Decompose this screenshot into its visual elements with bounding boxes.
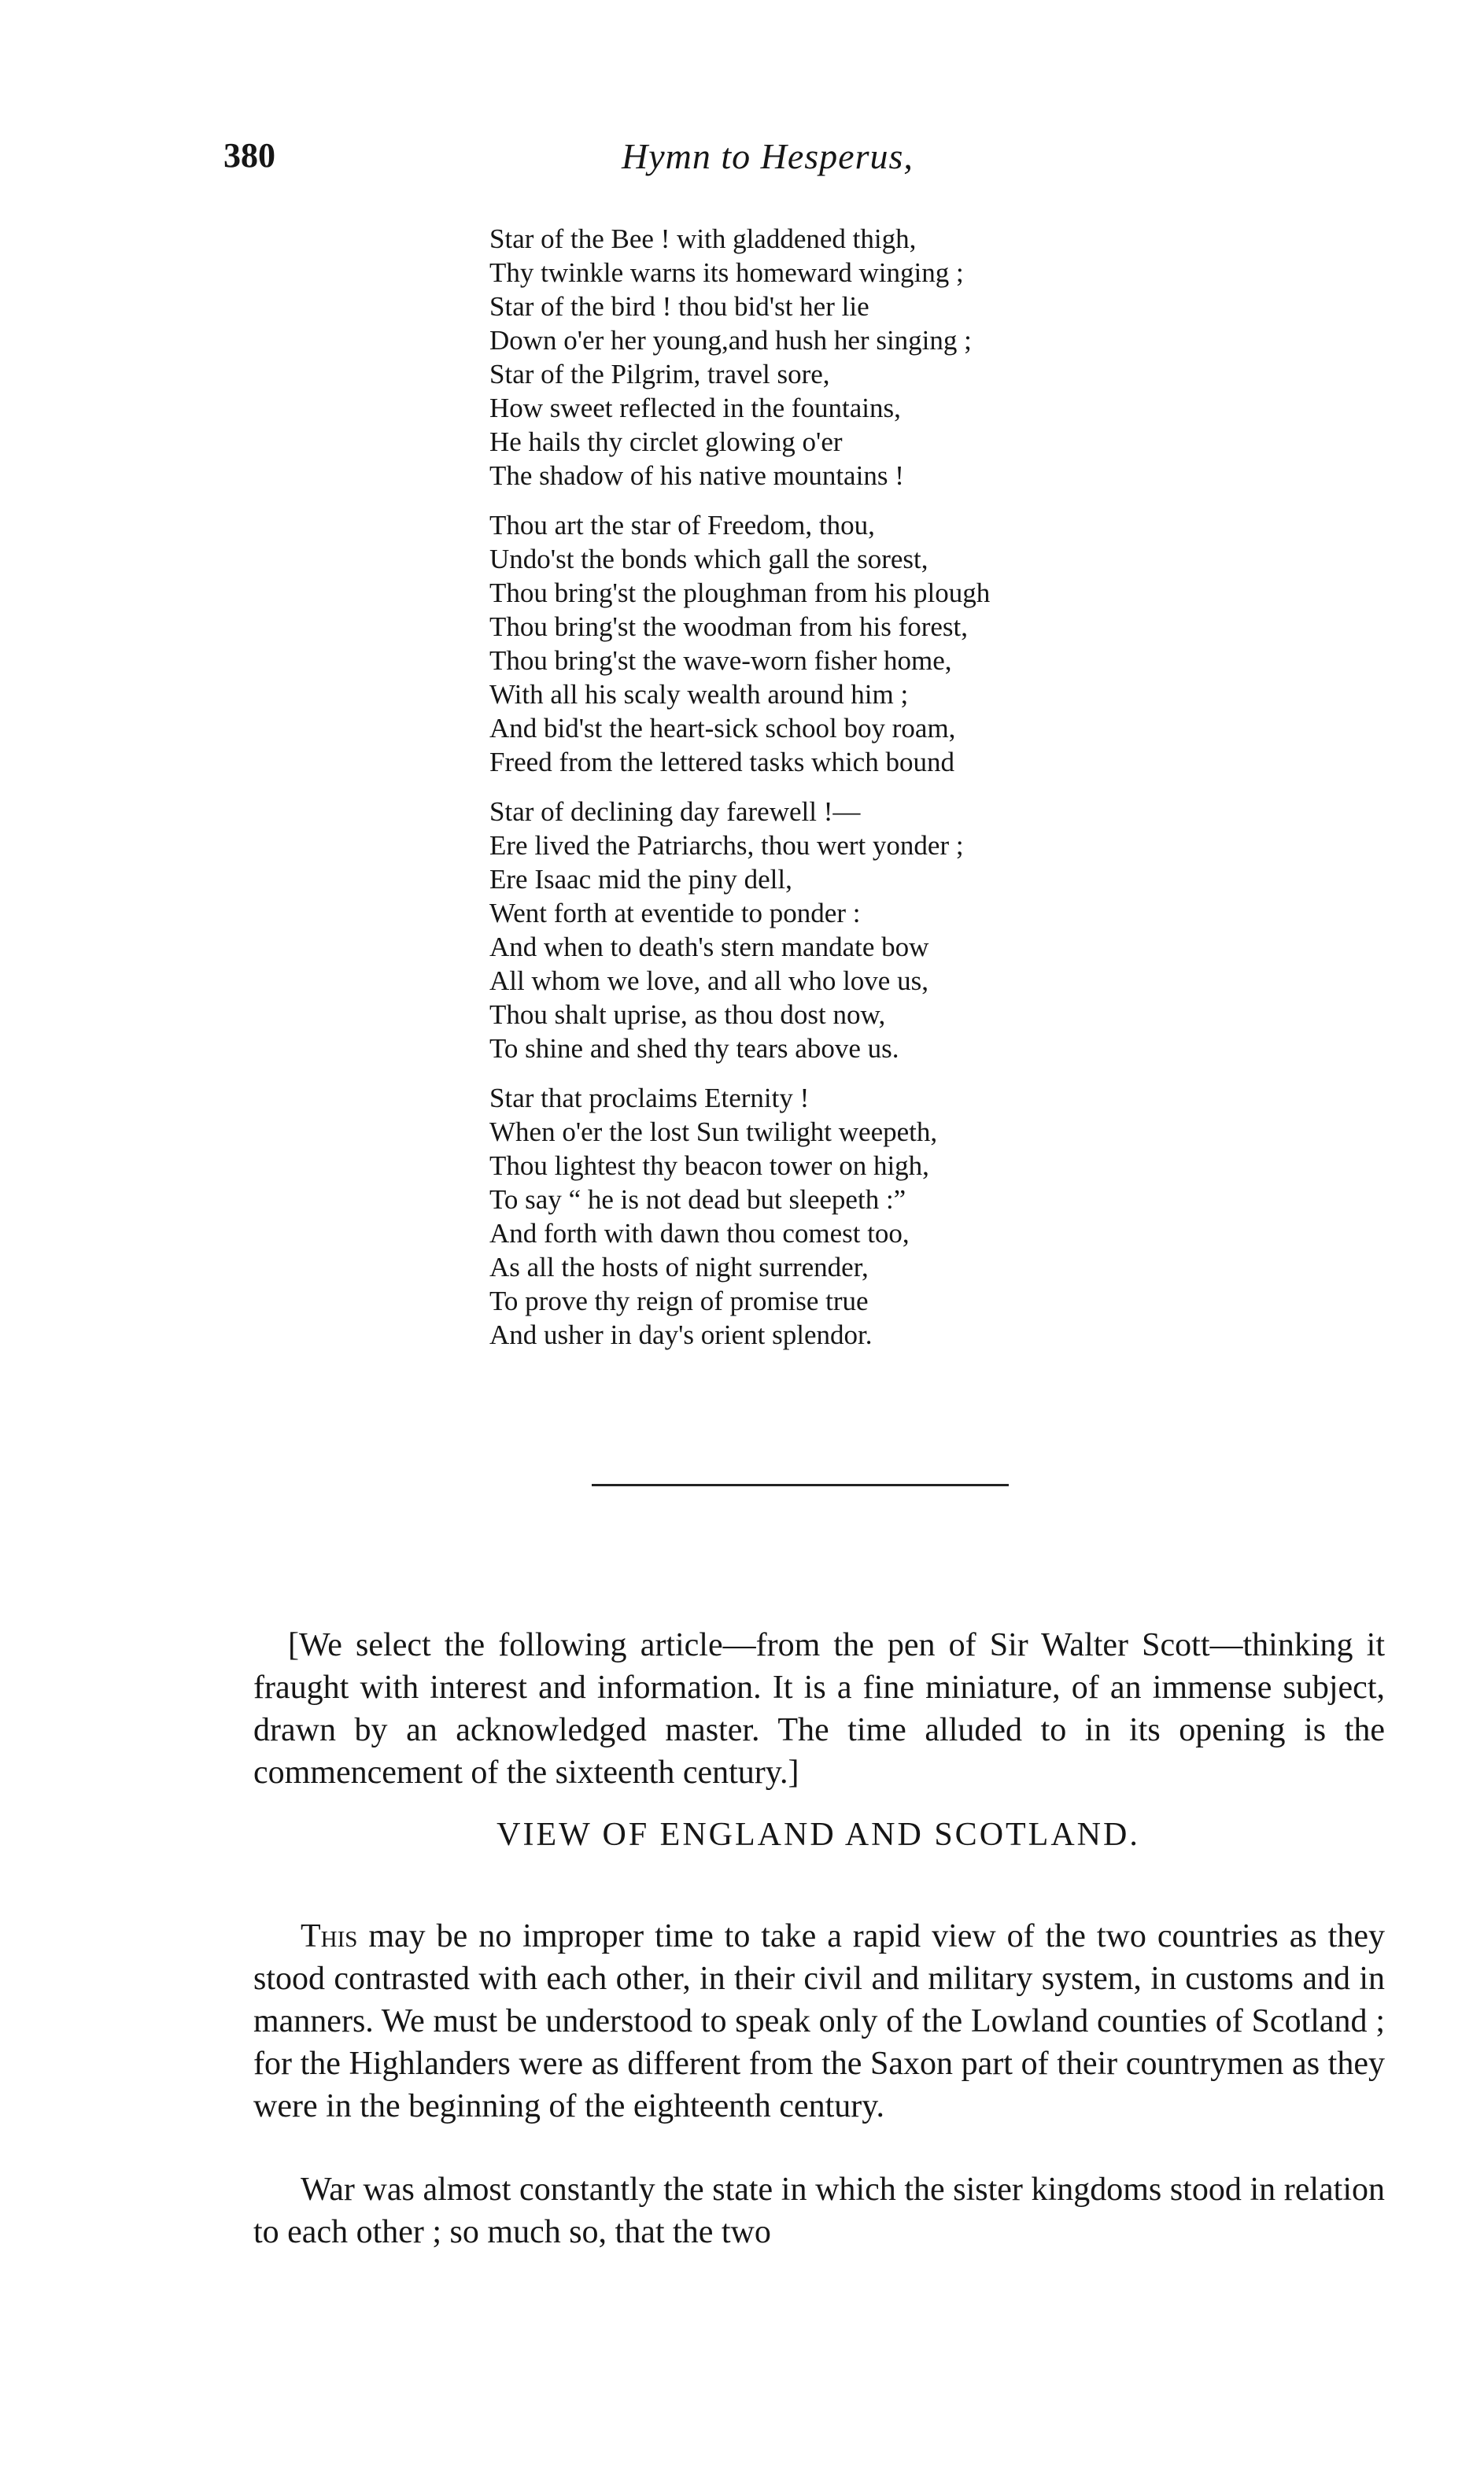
poem-line: With all his scaly wealth around him ; xyxy=(489,679,909,710)
poem-line: Down o'er her young,and hush her singing ; xyxy=(489,325,972,356)
poem-line: Undo'st the bonds which gall the sorest, xyxy=(489,544,928,574)
poem-line: Star of the Bee ! with gladdened thigh, xyxy=(489,223,917,254)
poem-line: Star of the Pilgrim, travel sore, xyxy=(489,359,830,389)
poem-line: Freed from the lettered tasks which bound xyxy=(489,747,954,777)
stanza xyxy=(489,1081,1198,1352)
poem-line: As all the hosts of night surrender, xyxy=(489,1252,869,1282)
poem-line: Thou shalt uprise, as thou dost now, xyxy=(489,999,886,1030)
poem-line: Ere Isaac mid the piny dell, xyxy=(489,864,792,895)
article-title: VIEW OF ENGLAND AND SCOTLAND. xyxy=(497,1817,1140,1853)
poem-line: To say “ he is not dead but sleepeth :” xyxy=(489,1184,906,1215)
stanza xyxy=(489,795,1198,1065)
page-header xyxy=(0,135,1484,198)
poem-line: Star of declining day farewell !— xyxy=(489,796,861,827)
poem-line: Ere lived the Patriarchs, thou wert yonder ; xyxy=(489,830,964,861)
poem-line: Thou lightest thy beacon tower on high, xyxy=(489,1150,929,1181)
poem-line: How sweet reflected in the fountains, xyxy=(489,393,901,423)
poem-line: And when to death's stern mandate bow xyxy=(489,932,929,962)
poem-line: To prove thy reign of promise true xyxy=(489,1286,869,1316)
poem-line: And bid'st the heart-sick school boy roam, xyxy=(489,713,956,744)
poem-line: Thou bring'st the ploughman from his plough xyxy=(489,578,991,608)
drop-word: This xyxy=(301,1918,358,1954)
stanza xyxy=(489,508,1198,779)
poem-line: Star that proclaims Eternity ! xyxy=(489,1083,810,1113)
poem-line: And forth with dawn thou comest too, xyxy=(489,1218,910,1249)
poem-line: When o'er the lost Sun twilight weepeth, xyxy=(489,1116,938,1147)
paragraph-text: may be no improper time to take a rapid view of the two countries as they stood contrasted with each other, in their civil and military system, in customs and in manners. We must be understood to speak only of the Lowland counties of Scotland ; for the Highlanders were as different from the Saxon part of their countrymen as they were in the beginning of the eighteenth century. xyxy=(253,1918,1385,2124)
page-number: 380 xyxy=(223,136,275,175)
poem-line: And usher in day's orient splendor. xyxy=(489,1319,873,1350)
running-title: Hymn to Hesperus, xyxy=(622,136,914,176)
poem-line: Thou bring'st the wave-worn fisher home, xyxy=(489,645,952,676)
stanza xyxy=(489,222,1198,493)
poem xyxy=(489,222,1198,1367)
article-paragraph: War was almost constantly the state in which the sister kingdoms stood in relation to each other ; so much so, that the two xyxy=(253,2172,1385,2250)
section-divider xyxy=(592,1484,1009,1486)
poem-line: He hails thy circlet glowing o'er xyxy=(489,426,843,457)
poem-line: Star of the bird ! thou bid'st her lie xyxy=(489,291,869,322)
poem-line: All whom we love, and all who love us, xyxy=(489,965,928,996)
poem-line: The shadow of his native mountains ! xyxy=(489,460,904,491)
poem-line: Went forth at eventide to ponder : xyxy=(489,898,861,928)
article-paragraph xyxy=(253,1915,1385,2128)
editorial-note: [We select the following article—from the pen of Sir Walter Scott—thinking it fraught with interest and information. It is a fine miniature, of an immense subject, drawn by an acknowledged master. The time alluded to in its opening is the commencement of the sixteenth century.] xyxy=(253,1627,1385,1791)
poem-line: Thou art the star of Freedom, thou, xyxy=(489,510,875,541)
poem-line: To shine and shed thy tears above us. xyxy=(489,1033,899,1064)
poem-line: Thy twinkle warns its homeward winging ; xyxy=(489,257,964,288)
poem-line: Thou bring'st the woodman from his forest, xyxy=(489,611,969,642)
